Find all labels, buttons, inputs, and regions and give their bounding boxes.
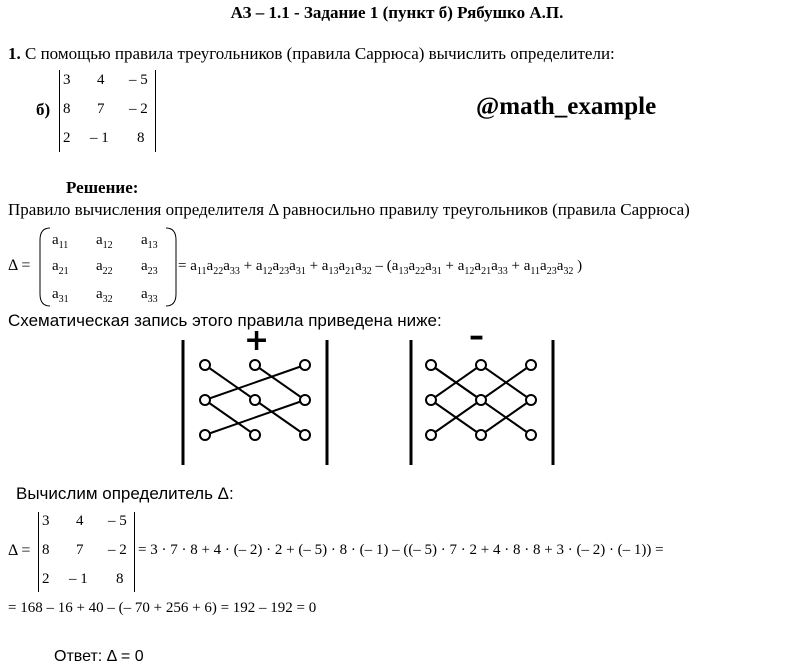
matrix-cell: – 5 [108,513,127,529]
task-text: С помощью правила треугольников (правила Саррюса) вычислить определители: [20,44,615,63]
matrix-cell: 3 [63,72,71,88]
watermark: @math_example [476,93,657,120]
matrix-cell: – 5 [129,72,148,88]
matrix-cell: 8 [137,130,145,146]
delta-label: Δ = [8,257,31,274]
general-expansion: = $a_{11}a_{22}a_{33} + a_{12}a_{23}a_{31} + a_{13}a_{21}a_{32} - (a_{13}a_{22}a_{31} + a_{12}a_{21}a_{33} + a_{11}a_{23}a_{32}$ ) [178,258,583,277]
expansion-line-1: = 3 · 7 · 8 + 4 · (– 2) · 2 + (– 5) · 8 · (– 1) – ((– 5) · 7 · 2 + 4 · 8 · 8 + 3 · (– 2) · (– 1)) = [138,542,664,558]
matrix-cell: – 1 [90,130,109,146]
plus-scheme [183,330,327,465]
det-left-bar [59,70,60,152]
matrix-cell: 2 [63,130,71,146]
matrix-cell: – 1 [69,571,88,587]
minus-sign: – [469,330,484,354]
det-right-bar [155,70,156,152]
matrix-cell: 7 [76,542,84,558]
plus-sign: + [244,330,270,358]
matrix-cell: 3 [42,513,50,529]
det-left-bar-2 [38,512,39,592]
general-matrix-cell: $a_{32}$ [96,286,113,305]
det-right-bar-2 [134,512,135,592]
matrix-cell: – 2 [129,101,148,117]
task-statement [8,44,615,64]
matrix-cell: 7 [97,101,105,117]
matrix-cell: 2 [42,571,50,587]
general-matrix-cell: $a_{22}$ [96,258,113,277]
page-title: АЗ – 1.1 - Задание 1 (пункт б) Рябушко А.П. [230,3,564,22]
general-matrix-cell: $a_{13}$ [141,232,158,251]
sarrus-diagram [175,330,575,470]
general-matrix-cell: $a_{12}$ [96,232,113,251]
schematic-text: Схематическая запись этого правила приведена ниже: [8,311,442,330]
expansion-line-2: = 168 – 16 + 40 – (– 70 + 256 + 6) = 192 – 192 = 0 [8,600,317,616]
general-matrix-cell: $a_{21}$ [52,258,69,277]
delta-label-2: Δ = [8,542,31,559]
general-matrix-cell: $a_{33}$ [141,286,158,305]
answer: Ответ: Δ = 0 [54,648,144,665]
solution-heading: Решение: [66,178,139,197]
task-item-label: б) [36,100,51,119]
matrix-cell: 4 [97,72,105,88]
matrix-cell: 8 [42,542,50,558]
rule-text: Правило вычисления определителя Δ равносильно правилу треугольников (правила Саррюса) [8,200,690,219]
matrix-cell: 8 [63,101,71,117]
task-number: 1. [8,44,21,63]
general-matrix-cell: $a_{31}$ [52,286,69,305]
matrix-cell: 8 [116,571,124,587]
minus-scheme [411,330,553,465]
compute-text: Вычислим определитель Δ: [16,484,234,503]
matrix-cell: – 2 [108,542,127,558]
general-matrix-cell: $a_{11}$ [52,232,69,251]
matrix-cell: 4 [76,513,84,529]
general-matrix-cell: $a_{23}$ [141,258,158,277]
